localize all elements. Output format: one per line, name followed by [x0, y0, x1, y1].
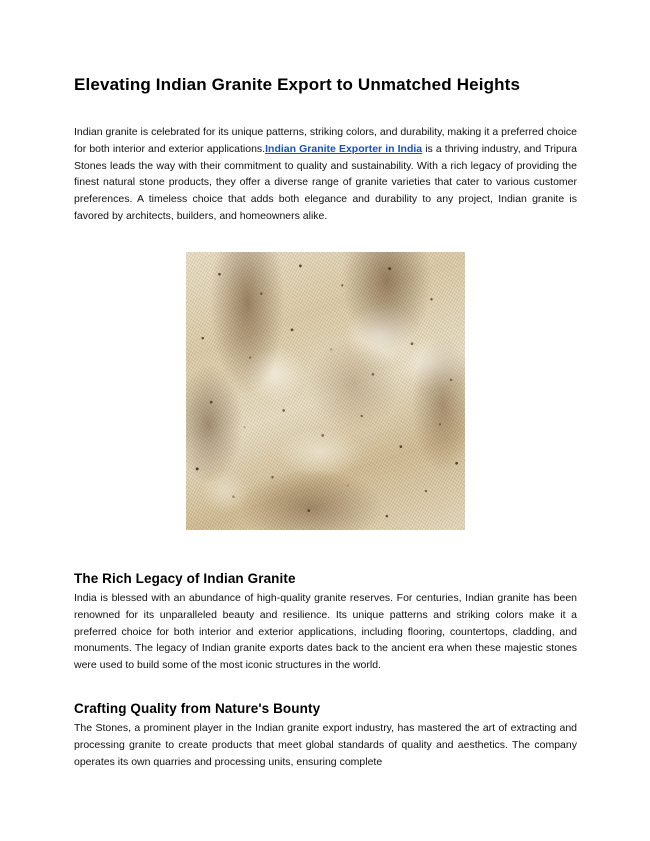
page-title: Elevating Indian Granite Export to Unmatched Heights [74, 75, 521, 94]
section-heading-rich-legacy: The Rich Legacy of Indian Granite [74, 571, 296, 586]
intro-text-part-2: is a thriving industry, and Tripura Stones leads the way with their commitment to quality and sustainability. With a rich legacy of providing the finest natural stone products, they offer a diverse range of granite varieties that cater to various customer preferences. A timeless choice that adds both elegance and durability to any project, Indian granite is favored by architects, builders, and homeowners alike. [74, 142, 577, 222]
granite-figure [186, 252, 465, 530]
section-heading-crafting-quality: Crafting Quality from Nature's Bounty [74, 701, 321, 716]
intro-paragraph [74, 124, 577, 225]
section-body-crafting-quality: The Stones, a prominent player in the Indian granite export industry, has mastered the art of extracting and processing granite to create products that meet global standards of quality and aesthetics. The company operates its own quarries and processing units, ensuring complete [74, 722, 577, 768]
section-body-rich-legacy: India is blessed with an abundance of high-quality granite reserves. For centuries, Indian granite has been renowned for its unparalleled beauty and resilience. Its unique patterns and striking colors make it a preferred choice for both interior and exterior applications, including flooring, countertops, cladding, and monuments. The legacy of Indian granite exports dates back to the ancient era when these majestic stones were used to build some of the most iconic structures in the world. [74, 592, 577, 672]
granite-texture-image [186, 252, 465, 530]
indian-granite-exporter-link[interactable]: Indian Granite Exporter in India [265, 142, 423, 155]
intro-text-part-1: Indian granite is celebrated for its unique patterns, striking colors, and durability, making it a preferred choice for both interior and exterior applications. [74, 126, 577, 155]
